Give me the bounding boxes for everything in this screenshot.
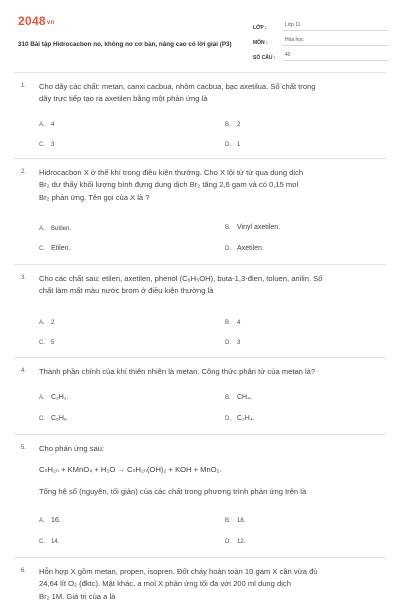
subject-label: MÔN : xyxy=(253,40,268,46)
option-d[interactable] xyxy=(225,245,264,252)
option-d[interactable] xyxy=(225,141,240,148)
question-number: 2. xyxy=(21,169,27,175)
question-number: 3. xyxy=(21,275,27,281)
question-line: chất làm mất màu nước brom ở điều kiện thường là xyxy=(39,286,214,296)
option-b[interactable] xyxy=(225,121,240,128)
meta-class-row xyxy=(253,16,388,31)
option-letter: D. xyxy=(225,416,231,422)
option-value: C₂H₂. xyxy=(51,394,69,401)
question-line: Cho các chất sau: etilen, axetilen, phenol (C₆H₅OH), buta-1,3-đien, toluen, anilin. Số xyxy=(39,274,323,283)
page-title: 310 Bài tập Hidrocacbon no, không no cơ bản, nâng cao có lời giải (P3) xyxy=(18,41,232,48)
option-letter: C. xyxy=(39,246,45,252)
question-line: Br₂ phản ứng. Tên gọi của X là ? xyxy=(39,192,150,202)
question-line: Cho dãy các chất: metan, canxi cacbua, nhôm cacbua, bạc axetilua. Số chất trong xyxy=(39,82,316,91)
question-number: 1. xyxy=(21,83,27,89)
option-letter: D. xyxy=(225,340,231,346)
question-number: 6. xyxy=(21,568,27,574)
option-value: 18. xyxy=(237,518,246,524)
option-c[interactable] xyxy=(39,339,54,346)
option-value: Axetilen. xyxy=(237,245,264,252)
option-b[interactable] xyxy=(225,517,245,524)
option-b[interactable] xyxy=(225,224,280,231)
question-line: 24,64 lít O₂ (đktc). Mặt khác, a mol X phản ứng tối đa với 200 ml dung dịch xyxy=(39,579,291,589)
option-letter: A. xyxy=(39,395,45,401)
reaction-equation: CₙH₂ₙ + KMnO₄ + H₂O → CₙH₂ₙ(OH)₂ + KOH + MnO₂. xyxy=(39,465,222,474)
option-d[interactable] xyxy=(225,339,240,346)
option-value: 3 xyxy=(237,340,241,346)
question-5 xyxy=(14,434,386,557)
option-value: Butilen. xyxy=(51,226,72,232)
option-value: C₆H₆. xyxy=(51,415,69,422)
count-value: 40 xyxy=(283,52,388,61)
class-value: Lớp 11 xyxy=(283,22,388,31)
question-4 xyxy=(14,357,386,434)
option-b[interactable] xyxy=(225,394,252,401)
option-value: 5 xyxy=(51,340,55,346)
question-2 xyxy=(14,158,386,264)
meta-count-row xyxy=(253,46,388,61)
option-a[interactable] xyxy=(39,394,69,401)
option-c[interactable] xyxy=(39,141,54,148)
option-value: 2 xyxy=(51,320,55,326)
question-text xyxy=(39,273,389,298)
option-letter: C. xyxy=(39,340,45,346)
question-line: Cho phản ứng sau: xyxy=(39,444,105,453)
option-d[interactable] xyxy=(225,415,255,422)
meta-subject-row xyxy=(253,31,388,46)
option-value: 4 xyxy=(51,122,55,128)
option-d[interactable] xyxy=(225,538,245,545)
option-letter: D. xyxy=(225,539,231,545)
question-line: dãy trực tiếp tạo ra axetilen bằng một phản ứng là xyxy=(39,94,208,104)
question-text xyxy=(39,81,389,106)
option-letter: B. xyxy=(225,518,231,524)
option-letter: B. xyxy=(225,225,231,231)
page-header xyxy=(18,12,388,72)
option-c[interactable] xyxy=(39,538,59,545)
option-b[interactable] xyxy=(225,319,240,326)
option-letter: B. xyxy=(225,122,231,128)
class-label: LỚP : xyxy=(253,25,267,31)
meta-panel xyxy=(253,16,388,61)
option-letter: A. xyxy=(39,320,45,326)
option-value: 3 xyxy=(51,142,55,148)
question-text xyxy=(39,566,389,600)
option-a[interactable] xyxy=(39,225,71,232)
option-value: 14. xyxy=(51,539,60,545)
option-letter: C. xyxy=(39,539,45,545)
option-letter: B. xyxy=(225,395,231,401)
option-value: 12. xyxy=(237,539,246,545)
logo-suffix: vn xyxy=(46,20,55,26)
option-letter: A. xyxy=(39,226,45,232)
option-value: 1 xyxy=(237,142,241,148)
question-6 xyxy=(14,557,386,600)
option-c[interactable] xyxy=(39,415,69,422)
question-list xyxy=(0,72,400,600)
question-line: Br₂ 1M. Giá trị của a là xyxy=(39,591,116,600)
option-letter: C. xyxy=(39,142,45,148)
option-value: 2 xyxy=(237,122,241,128)
question-text xyxy=(39,443,389,455)
option-letter: B. xyxy=(225,320,231,326)
option-value: Vinyl axetilen. xyxy=(237,224,281,231)
question-line: Thành phần chính của khí thiên nhiên là metan. Công thức phân tử của metan là? xyxy=(39,367,316,376)
option-value: C₂H₄. xyxy=(237,415,255,422)
question-number: 4. xyxy=(21,368,27,374)
question-line: Hỗn hợp X gồm metan, propen, isopren. Đốt cháy hoàn toàn 10 gam X cần vừa đủ xyxy=(39,567,318,576)
question-text xyxy=(39,167,389,204)
question-number: 5. xyxy=(21,445,27,451)
option-value: CH₄. xyxy=(237,394,252,401)
option-value: 16. xyxy=(51,517,61,524)
option-value: Etilen. xyxy=(51,245,71,252)
question-text xyxy=(39,366,389,378)
option-c[interactable] xyxy=(39,245,70,252)
option-letter: A. xyxy=(39,122,45,128)
option-value: 4 xyxy=(237,320,241,326)
option-letter: D. xyxy=(225,246,231,252)
site-logo[interactable] xyxy=(18,14,55,28)
option-letter: C. xyxy=(39,416,45,422)
option-a[interactable] xyxy=(39,319,54,326)
question-line: Hidrocacbon X ở thể khí trong điều kiện thường. Cho X lội từ từ qua dung dịch xyxy=(39,168,304,177)
option-letter: A. xyxy=(39,518,45,524)
option-a[interactable] xyxy=(39,517,61,524)
logo-text: 2048 xyxy=(18,14,46,28)
option-letter: D. xyxy=(225,142,231,148)
subject-value: Hóa học xyxy=(283,37,388,46)
question-line: Br₂ dư thấy khối lượng bình đựng dung dịch Br₂ tăng 2,6 gam và có 0,15 mol xyxy=(39,180,299,190)
count-label: SỐ CÂU : xyxy=(253,55,276,61)
question-1 xyxy=(14,72,386,158)
option-a[interactable] xyxy=(39,121,54,128)
question-3 xyxy=(14,264,386,357)
question-prompt: Tổng hệ số (nguyên, tối giản) của các chất trong phương trình phản ứng trên là xyxy=(39,487,307,496)
